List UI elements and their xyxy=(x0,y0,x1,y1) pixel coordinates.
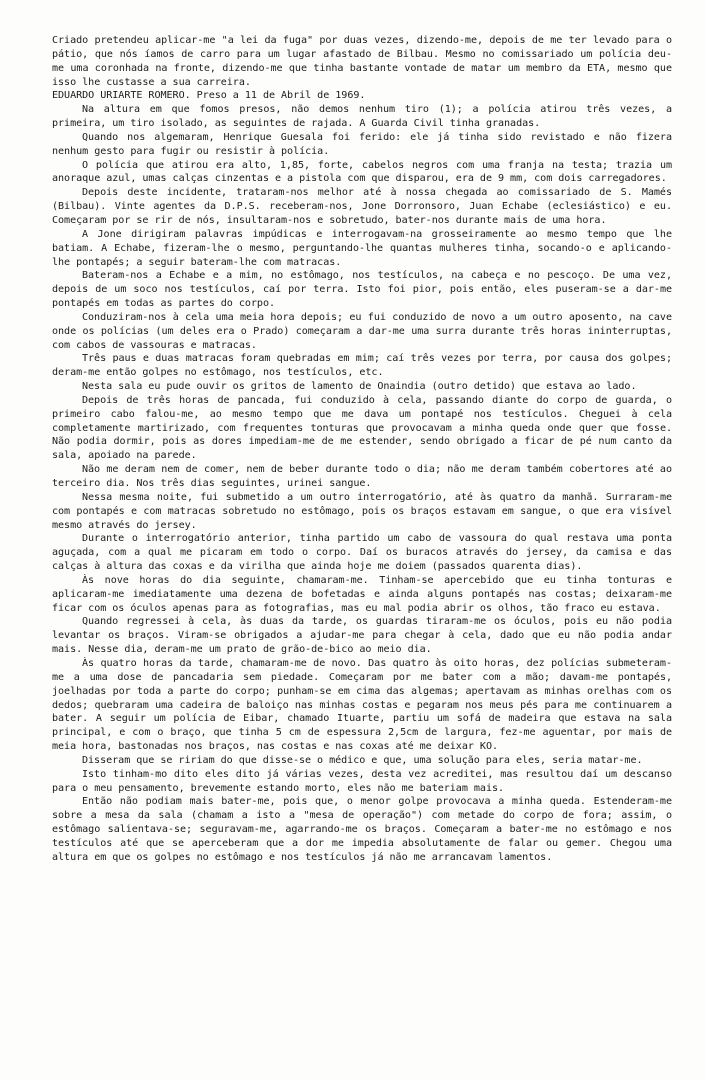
paragraph: Quando regressei à cela, às duas da tarde, os guardas tiraram-me os óculos, pois eu não podia levantar os braços. Viram-se obrigados a ajudar-me para chegar à cela, dado que eu não podia andar mais. Nesse dia, deram-me um prato de grão-de-bico ao meio dia. xyxy=(52,616,672,656)
paragraph: Depois de três horas de pancada, fui conduzido à cela, passando diante do corpo de guarda, o primeiro cabo falou-me, ao mesmo tempo que me dava um pontapé nos testículos. Cheguei à cela completamente martirizado, com frequentes tonturas que provocavam a minha queda onde quer que fosse. Não podia dormir, pois as dores impediam-me de me estender, sendo obrigado a ficar de pé num canto da sala, apoiado na parede. xyxy=(52,394,672,462)
testimony-body xyxy=(52,103,672,864)
paragraph: Isto tinham-mo dito eles dito já várias vezes, desta vez acreditei, mas resultou daí um descanso para o meu pensamento, brevemente estando morto, eles não me bateriam mais. xyxy=(52,768,672,794)
paragraph: Três paus e duas matracas foram quebradas em mim; caí três vezes por terra, por causa dos golpes; deram-me então golpes no estômago, nos testículos, etc. xyxy=(52,353,672,379)
paragraph: Às nove horas do dia seguinte, chamaram-me. Tinham-se apercebido que eu tinha tonturas e aplicaram-me imediatamente uma dezena de bofetadas e ainda alguns pontapés nas costas; deixaram-me ficar com os óculos apenas para as fotografias, mas eu mal podia abrir os olhos, tão fraco eu estava. xyxy=(52,574,672,614)
document-body xyxy=(52,34,672,865)
paragraph: O polícia que atirou era alto, 1,85, forte, cabelos negros com uma franja na testa; trazia um anoraque azul, umas calças cinzentas e a pistola com que disparou, era de 9 mm, com dois carregadores. xyxy=(52,159,672,185)
paragraph: Nesta sala eu pude ouvir os gritos de lamento de Onaindia (outro detido) que estava ao lado. xyxy=(82,381,637,393)
paragraph: Na altura em que fomos presos, não demos nenhum tiro (1); a polícia atirou três vezes, a primeira, um tiro isolado, as seguintes de rajada. A Guarda Civil tinha granadas. xyxy=(52,104,672,130)
paragraph: Conduziram-nos à cela uma meia hora depois; eu fui conduzido de novo a um outro aposento, na cave onde os polícias (um deles era o Prado) começaram a dar-me uma surra durante três horas ininterruptas, com cabos de vassouras e matracas. xyxy=(52,311,672,351)
paragraph: A Jone dirigiram palavras impúdicas e interrogavam-na grosseiramente ao mesmo tempo que lhe batiam. A Echabe, fizeram-lhe o mesmo, perguntando-lhe quantas mulheres tinha, socando-o e aplicando-lhe pontapés; a seguir bateram-lhe com matracas. xyxy=(52,228,672,268)
paragraph: Depois deste incidente, trataram-nos melhor até à nossa chegada ao comissariado de S. Mamés (Bilbau). Vinte agentes da D.P.S. receberam-nos, Jone Dorronsoro, Juan Echabe (eclesiástico) e eu. Começaram por se rir de nós, insultaram-nos e sobretudo, bater-nos durante mais de uma hora. xyxy=(52,187,672,226)
paragraph: Não me deram nem de comer, nem de beber durante todo o dia; não me deram também cobertores até ao terceiro dia. Nos três dias seguintes, urinei sangue. xyxy=(52,464,672,489)
intro-paragraph: Criado pretendeu aplicar-me "a lei da fuga" por duas vezes, dizendo-me, depois de me ter levado para o pátio, que nós íamos de carro para um lugar afastado de Bilbau. Mesmo no comissariado um polícia deu-me uma coronhada na fronte, dizendo-me que tinha bastante vontade de matar um membro da ETA, mesmo que isso lhe custasse a sua carreira. xyxy=(52,35,672,88)
paragraph: Então não podiam mais bater-me, pois que, o menor golpe provocava a minha queda. Estenderam-me sobre a mesa da sala (chamam a isto a "mesa de operação") com metade do corpo de fora; assim, o estômago salientava-se; seguravam-me, agarrando-me os braços. Começaram a bater-me no estômago e nos testículos até que se aperceberam que a dor me impedia absolutamente de falar ou gemer. Chegou uma altura em que os golpes no estômago e nos testículos já não me arrancavam lamentos. xyxy=(52,796,672,863)
paragraph: Nessa mesma noite, fui submetido a um outro interrogatório, até às quatro da manhã. Surraram-me com pontapés e com matracas sobretudo no estômago, pois os braços estavam em sangue, o que era visível mesmo através do jersey. xyxy=(52,491,672,531)
paragraph: Às quatro horas da tarde, chamaram-me de novo. Das quatro às oito horas, dez polícias submeteram-me a uma dose de pancadaria sem piedade. Começaram por me bater com a mão; davam-me pontapés, joelhadas por toda a parte do corpo; punham-se em cima das algemas; apertavam as minhas orelhas com os dedos; quebraram uma cadeira de baloiço nas minhas costas e pegaram nos meus pés para me continuarem a bater. A seguir um polícia de Eibar, chamado Ituarte, partiu um sofá de madeira que estava na sala principal, e com o braço, que tinha 5 cm de espessura 2,5cm de largura, fez-me aguentar, por mais de meia hora, bastonadas nos braços, nas costas e nas coxas até me deixar KO. xyxy=(52,657,672,753)
paragraph: Quando nos algemaram, Henrique Guesala foi ferido: ele já tinha sido revistado e não fizera nenhum gesto para fugir ou resistir à polícia. xyxy=(52,131,672,157)
paragraph: Disseram que se ririam do que disse-se o médico e que, uma solução para eles, seria matar-me. xyxy=(82,754,643,766)
paragraph: Durante o interrogatório anterior, tinha partido um cabo de vassoura do qual restava uma ponta aguçada, com a qual me picaram em todo o corpo. Daí os buracos através do jersey, da camisa e das calças à altura das coxas e da virilha que ainda hoje me doiem (passados quarenta dias). xyxy=(52,533,672,573)
testimony-heading: EDUARDO URIARTE ROMERO. Preso a 11 de Abril de 1969. xyxy=(52,90,366,102)
paragraph: Bateram-nos a Echabe e a mim, no estômago, nos testículos, na cabeça e no pescoço. De uma vez, depois de um soco nos testículos, caí por terra. Isto foi pior, pois então, eles puseram-se a dar-me pontapés em todas as partes do corpo. xyxy=(52,270,672,310)
